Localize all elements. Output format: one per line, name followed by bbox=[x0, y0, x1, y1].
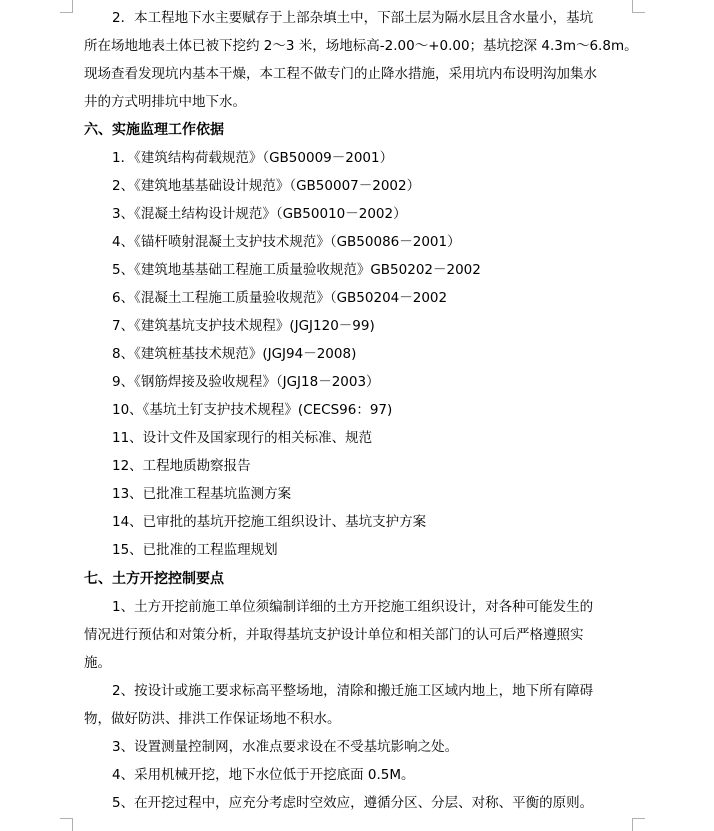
list-item: 6、《混凝土工程施工质量验收规范》（GB50204－2002 bbox=[112, 290, 448, 306]
paragraph-line: 3、设置测量控制网，水准点要求设在不受基坑影响之处。 bbox=[112, 739, 459, 755]
list-item: 2、《建筑地基基础设计规范》（GB50007－2002） bbox=[112, 178, 421, 194]
crop-mark-bottom-right bbox=[632, 818, 645, 831]
paragraph-line: 情况进行预估和对策分析，并取得基坑支护设计单位和相关部门的认可后严格遵照实 bbox=[84, 627, 584, 643]
list-item: 1．《建筑结构荷载规范》（GB50009－2001） bbox=[112, 150, 394, 166]
paragraph-line: 所在场地地表土体已被下挖约 2～3 米，场地标高-2.00～+0.00；基坑挖深 4.3m～6.8m。 bbox=[84, 38, 638, 54]
paragraph-line: 施。 bbox=[84, 655, 111, 671]
list-item: 13、已批准工程基坑监测方案 bbox=[112, 486, 292, 502]
list-item: 7、《建筑基坑支护技术规程》(JGJ120－99) bbox=[112, 318, 375, 334]
paragraph-line: 1、土方开挖前施工单位须编制详细的土方开挖施工组织设计，对各种可能发生的 bbox=[112, 599, 594, 615]
list-item: 4、《锚杆喷射混凝土支护技术规范》（GB50086－2001） bbox=[112, 234, 461, 250]
paragraph-line: 2、按设计或施工要求标高平整场地，清除和搬迁施工区域内地上，地下所有障碍 bbox=[112, 683, 594, 699]
paragraph-line: 物，做好防洪、排洪工作保证场地不积水。 bbox=[84, 711, 341, 727]
paragraph-line: 2．本工程地下水主要赋存于上部杂填土中，下部土层为隔水层且含水量小，基坑 bbox=[112, 10, 594, 26]
list-item: 9、《钢筋焊接及验收规程》（JGJ18－2003） bbox=[112, 374, 380, 390]
list-item: 15、已批准的工程监理规划 bbox=[112, 542, 278, 558]
crop-mark-top-right bbox=[632, 0, 645, 13]
paragraph-line: 井的方式明排坑中地下水。 bbox=[84, 94, 246, 110]
section-heading: 六、实施监理工作依据 bbox=[84, 122, 224, 138]
list-item: 12、工程地质勘察报告 bbox=[112, 458, 251, 474]
list-item: 3、《混凝土结构设计规范》（GB50010－2002） bbox=[112, 206, 407, 222]
paragraph-line: 现场查看发现坑内基本干燥，本工程不做专门的止降水措施，采用坑内布设明沟加集水 bbox=[84, 66, 597, 82]
list-item: 11、设计文件及国家现行的相关标准、规范 bbox=[112, 430, 373, 446]
list-item: 10、《基坑土钉支护技术规程》(CECS96：97) bbox=[112, 402, 393, 418]
paragraph-line: 5、在开挖过程中，应充分考虑时空效应，遵循分区、分层、对称、平衡的原则。 bbox=[112, 795, 594, 811]
list-item: 8、《建筑桩基技术规范》(JGJ94－2008) bbox=[112, 346, 357, 362]
paragraph-line: 4、采用机械开挖，地下水位低于开挖底面 0.5M。 bbox=[112, 767, 415, 783]
list-item: 5、《建筑地基基础工程施工质量验收规范》GB50202－2002 bbox=[112, 262, 481, 278]
crop-mark-bottom-left bbox=[60, 818, 73, 831]
section-heading: 七、土方开挖控制要点 bbox=[84, 571, 224, 587]
list-item: 14、已审批的基坑开挖施工组织设计、基坑支护方案 bbox=[112, 514, 427, 530]
crop-mark-top-left bbox=[60, 0, 73, 13]
